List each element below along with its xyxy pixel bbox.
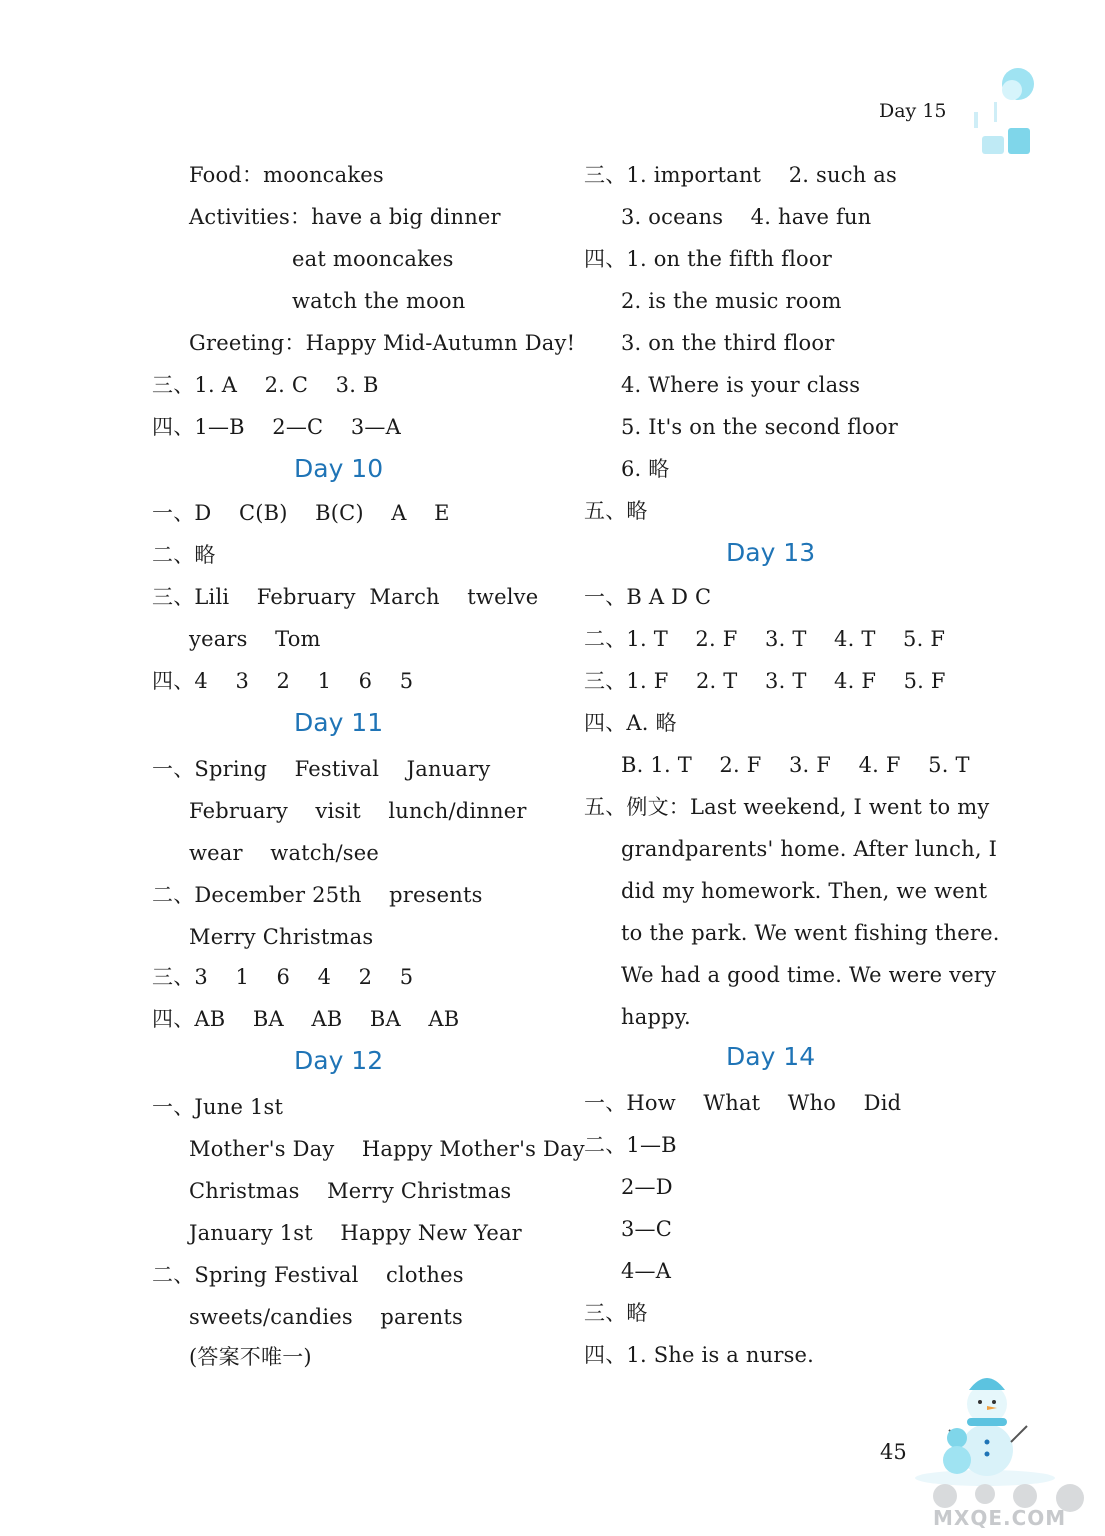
answer-line: 三、略 — [584, 1301, 648, 1325]
answer-line: 四、1. She is a nurse. — [584, 1343, 815, 1367]
activities-item: eat mooncakes — [292, 247, 454, 271]
answer-line: 4. Where is your class — [621, 373, 861, 397]
answer-line: 五、略 — [584, 499, 648, 523]
answer-line: 2. is the music room — [621, 289, 842, 313]
answer-line: happy. — [621, 1005, 691, 1029]
day-heading: Day 13 — [726, 538, 816, 567]
answer-line: 5. It's on the second floor — [621, 415, 899, 439]
day-heading: Day 14 — [726, 1042, 816, 1071]
answer-line: 一、June 1st — [152, 1095, 284, 1119]
day-heading: Day 11 — [294, 708, 384, 737]
watermark — [925, 1482, 1100, 1530]
day-heading: Day 10 — [294, 454, 384, 483]
answer-line: 四、4 3 2 1 6 5 — [152, 669, 414, 693]
answer-line: February visit lunch/dinner — [189, 799, 527, 823]
answer-line: 二、1—B — [584, 1133, 677, 1157]
answer-line: 一、Spring Festival January — [152, 757, 491, 781]
greeting-line: Greeting：Happy Mid-Autumn Day! — [189, 331, 576, 355]
answer-line: 二、略 — [152, 543, 216, 567]
answer-line: 6. 略 — [621, 457, 670, 481]
answer-line: 3—C — [621, 1217, 673, 1241]
answer-line: 3. on the third floor — [621, 331, 835, 355]
answer-line: 三、1. important 2. such as — [584, 163, 897, 187]
answer-line: 4—A — [621, 1259, 672, 1283]
answer-line: wear watch/see — [189, 841, 379, 865]
answer-line: 二、1. T 2. F 3. T 4. T 5. F — [584, 627, 946, 651]
answer-line: 四、1—B 2—C 3—A — [152, 415, 401, 439]
answer-line: 2—D — [621, 1175, 673, 1199]
answer-line: January 1st Happy New Year — [189, 1221, 522, 1245]
answer-note: (答案不唯一) — [189, 1345, 312, 1369]
page-number: 45 — [880, 1440, 907, 1464]
watermark-text: MXQE.COM — [933, 1506, 1067, 1530]
snowman-illustration — [905, 1368, 1065, 1488]
answer-line: Mother's Day Happy Mother's Day — [189, 1137, 585, 1161]
answer-line: We had a good time. We were very — [621, 963, 997, 987]
answer-line: 五、例文：Last weekend, I went to my — [584, 795, 990, 819]
answer-line: years Tom — [189, 627, 321, 651]
answer-line: 二、Spring Festival clothes — [152, 1263, 464, 1287]
answer-line: sweets/candies parents — [189, 1305, 463, 1329]
answer-line: did my homework. Then, we went — [621, 879, 988, 903]
day-heading: Day 12 — [294, 1046, 384, 1075]
answer-line: 一、D C(B) B(C) A E — [152, 501, 450, 525]
answer-line: 四、AB BA AB BA AB — [152, 1007, 460, 1031]
answer-line: Christmas Merry Christmas — [189, 1179, 512, 1203]
answer-line: 四、1. on the fifth floor — [584, 247, 832, 271]
answer-line: 一、B A D C — [584, 585, 712, 609]
answer-line: 三、3 1 6 4 2 5 — [152, 965, 414, 989]
answer-line: to the park. We went fishing there. — [621, 921, 1000, 945]
answer-line: 三、1. F 2. T 3. T 4. F 5. F — [584, 669, 946, 693]
answer-line: 二、December 25th presents — [152, 883, 483, 907]
answer-line: 三、Lili February March twelve — [152, 585, 539, 609]
answer-line: 三、1. A 2. C 3. B — [152, 373, 379, 397]
answer-line: 四、A. 略 — [584, 711, 677, 735]
header-decoration — [968, 62, 1040, 158]
answer-line: B. 1. T 2. F 3. F 4. F 5. T — [621, 753, 970, 777]
answer-line: Merry Christmas — [189, 925, 374, 949]
activities-item: watch the moon — [292, 289, 466, 313]
answer-line: 3. oceans 4. have fun — [621, 205, 872, 229]
food-line: Food：mooncakes — [189, 163, 384, 187]
header-day-label: Day 15 — [879, 100, 947, 122]
answer-line: grandparents' home. After lunch, I — [621, 837, 998, 861]
activities-line: Activities：have a big dinner — [189, 205, 501, 229]
answer-line: 一、How What Who Did — [584, 1091, 902, 1115]
